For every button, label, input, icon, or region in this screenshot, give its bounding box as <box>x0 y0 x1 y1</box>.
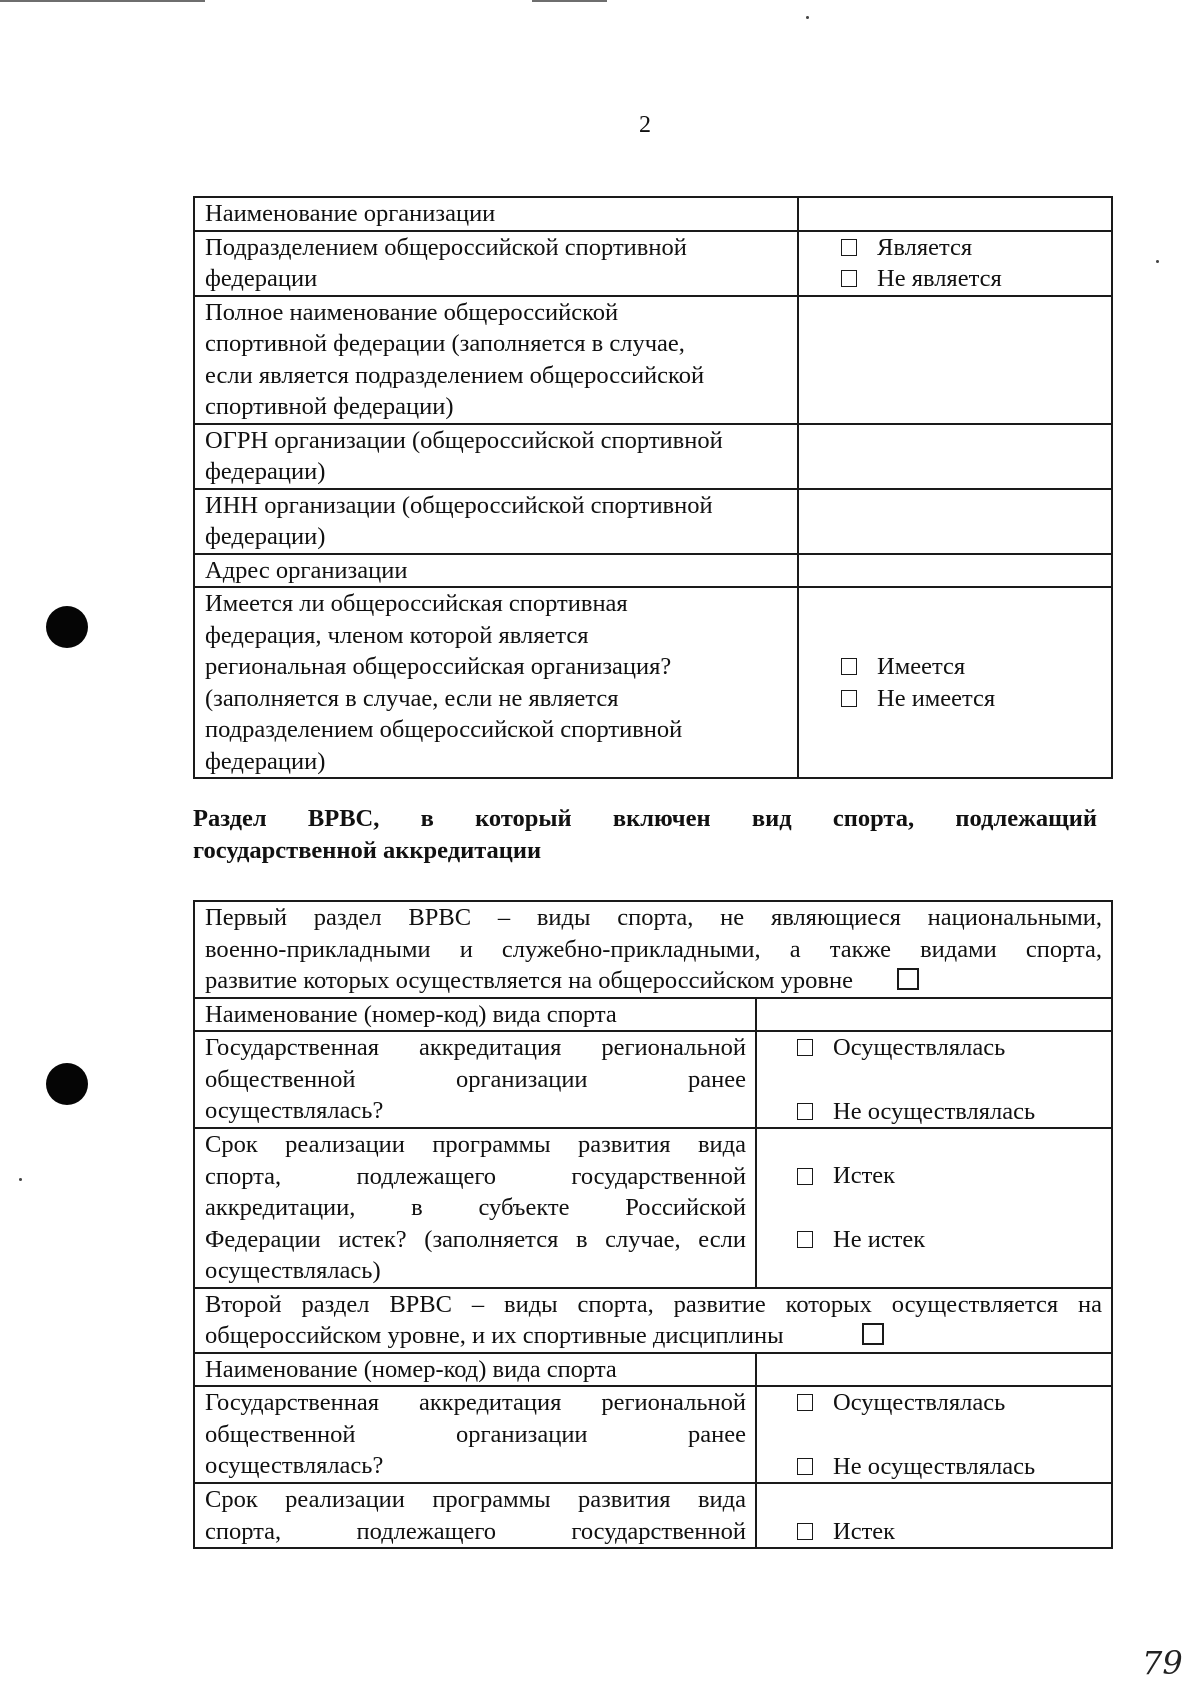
option-is-subdivision[interactable]: Является <box>841 232 1102 264</box>
option-not-accredited[interactable]: Не осуществлялась <box>797 1096 1102 1128</box>
accreditation-options <box>756 1031 1112 1128</box>
option-not-exists[interactable]: Не имеется <box>841 683 1102 715</box>
table-row <box>194 231 1112 296</box>
inn-field[interactable] <box>798 489 1112 554</box>
table-row <box>194 1353 1112 1387</box>
checkbox-icon[interactable] <box>797 1523 813 1540</box>
checkbox-icon[interactable] <box>797 1394 813 1411</box>
sport-name-label: Наименование (номер-код) вида спорта <box>194 1353 756 1387</box>
option-exists[interactable]: Имеется <box>841 651 1102 683</box>
table-row <box>194 1031 1112 1128</box>
address-label: Адрес организации <box>194 554 798 588</box>
term-question: Срок реализации программы развития вида спорта, подлежащего государственной аккредитации, в субъекте Российской Федерации истек? (заполняется в случае, если осуществлялась) <box>194 1128 756 1288</box>
scan-speck <box>19 1178 22 1181</box>
option-not-subdivision[interactable]: Не является <box>841 263 1102 295</box>
inn-label: ИНН организации (общероссийской спортивной федерации) <box>194 489 798 554</box>
table-row <box>194 998 1112 1032</box>
checkbox-icon[interactable] <box>841 658 857 675</box>
table-row <box>194 587 1112 778</box>
federation-subdivision-options <box>798 231 1112 296</box>
option-expired[interactable]: Истек <box>797 1160 1102 1192</box>
scan-speck <box>806 16 809 19</box>
term-options <box>756 1128 1112 1288</box>
checkbox-icon[interactable] <box>841 239 857 256</box>
option-accredited[interactable]: Осуществлялась <box>797 1387 1102 1419</box>
checkbox-icon[interactable] <box>797 1039 813 1056</box>
sport-name-field[interactable] <box>756 1353 1112 1387</box>
section1-checkbox-icon[interactable] <box>897 968 919 990</box>
option-not-accredited[interactable]: Не осуществлялась <box>797 1451 1102 1483</box>
option-accredited[interactable]: Осуществлялась <box>797 1032 1102 1064</box>
table-row <box>194 197 1112 231</box>
table-row <box>194 1386 1112 1483</box>
scan-edge-line <box>532 0 607 2</box>
address-field[interactable] <box>798 554 1112 588</box>
table-row <box>194 901 1112 998</box>
federation-subdivision-label: Подразделением общероссийской спортивной федерации <box>194 231 798 296</box>
section1-title: Первый раздел ВРВС – виды спорта, не являющиеся национальными, военно-прикладными и служебно-прикладными, а также видами спорта, развитие которых осуществляется на общероссийском уровне <box>194 901 1112 998</box>
checkbox-icon[interactable] <box>841 270 857 287</box>
table-row <box>194 1128 1112 1288</box>
table-row <box>194 1483 1112 1548</box>
option-not-expired[interactable]: Не истек <box>797 1224 1102 1256</box>
sport-name-label: Наименование (номер-код) вида спорта <box>194 998 756 1032</box>
organization-table <box>193 196 1113 779</box>
organization-name-label: Наименование организации <box>194 197 798 231</box>
term-question: Срок реализации программы развития вида спорта, подлежащего государственной <box>194 1483 756 1548</box>
federation-exists-label: Имеется ли общероссийская спортивная федерация, членом которой является региональная общероссийская организация? (заполняется в случае, если не является подразделением общероссийской спортивной федерации) <box>194 587 798 778</box>
handwritten-page-number: 79 <box>1142 1644 1183 1682</box>
checkbox-icon[interactable] <box>841 690 857 707</box>
section2-title: Второй раздел ВРВС – виды спорта, развитие которых осуществляется на общероссийском уровне, и их спортивные дисциплины <box>194 1288 1112 1353</box>
checkbox-icon[interactable] <box>797 1168 813 1185</box>
checkbox-icon[interactable] <box>797 1231 813 1248</box>
punch-hole-icon <box>46 1063 88 1105</box>
table-row <box>194 554 1112 588</box>
checkbox-icon[interactable] <box>797 1458 813 1475</box>
page-number: 2 <box>639 112 651 138</box>
table-row <box>194 1288 1112 1353</box>
sport-section-table <box>193 900 1113 1549</box>
accreditation-question: Государственная аккредитация региональной общественной организации ранее осуществлялась? <box>194 1386 756 1483</box>
table-row <box>194 489 1112 554</box>
section2-checkbox-icon[interactable] <box>862 1323 884 1345</box>
ogrn-field[interactable] <box>798 424 1112 489</box>
ogrn-label: ОГРН организации (общероссийской спортивной федерации) <box>194 424 798 489</box>
punch-hole-icon <box>46 606 88 648</box>
option-expired[interactable]: Истек <box>797 1516 1102 1548</box>
accreditation-question: Государственная аккредитация региональной общественной организации ранее осуществлялась? <box>194 1031 756 1128</box>
scan-speck <box>1156 260 1159 263</box>
scan-edge-line <box>0 0 205 2</box>
federation-full-name-field[interactable] <box>798 296 1112 424</box>
term-options <box>756 1483 1112 1548</box>
table-row <box>194 296 1112 424</box>
organization-name-field[interactable] <box>798 197 1112 231</box>
federation-full-name-label: Полное наименование общероссийской спортивной федерации (заполняется в случае, если является подразделением общероссийской спортивной федерации) <box>194 296 798 424</box>
federation-exists-options <box>798 587 1112 778</box>
table-row <box>194 424 1112 489</box>
section-heading: Раздел ВРВС, в который включен вид спорта, подлежащий государственной аккредитации <box>193 805 1097 864</box>
accreditation-options <box>756 1386 1112 1483</box>
sport-name-field[interactable] <box>756 998 1112 1032</box>
checkbox-icon[interactable] <box>797 1103 813 1120</box>
